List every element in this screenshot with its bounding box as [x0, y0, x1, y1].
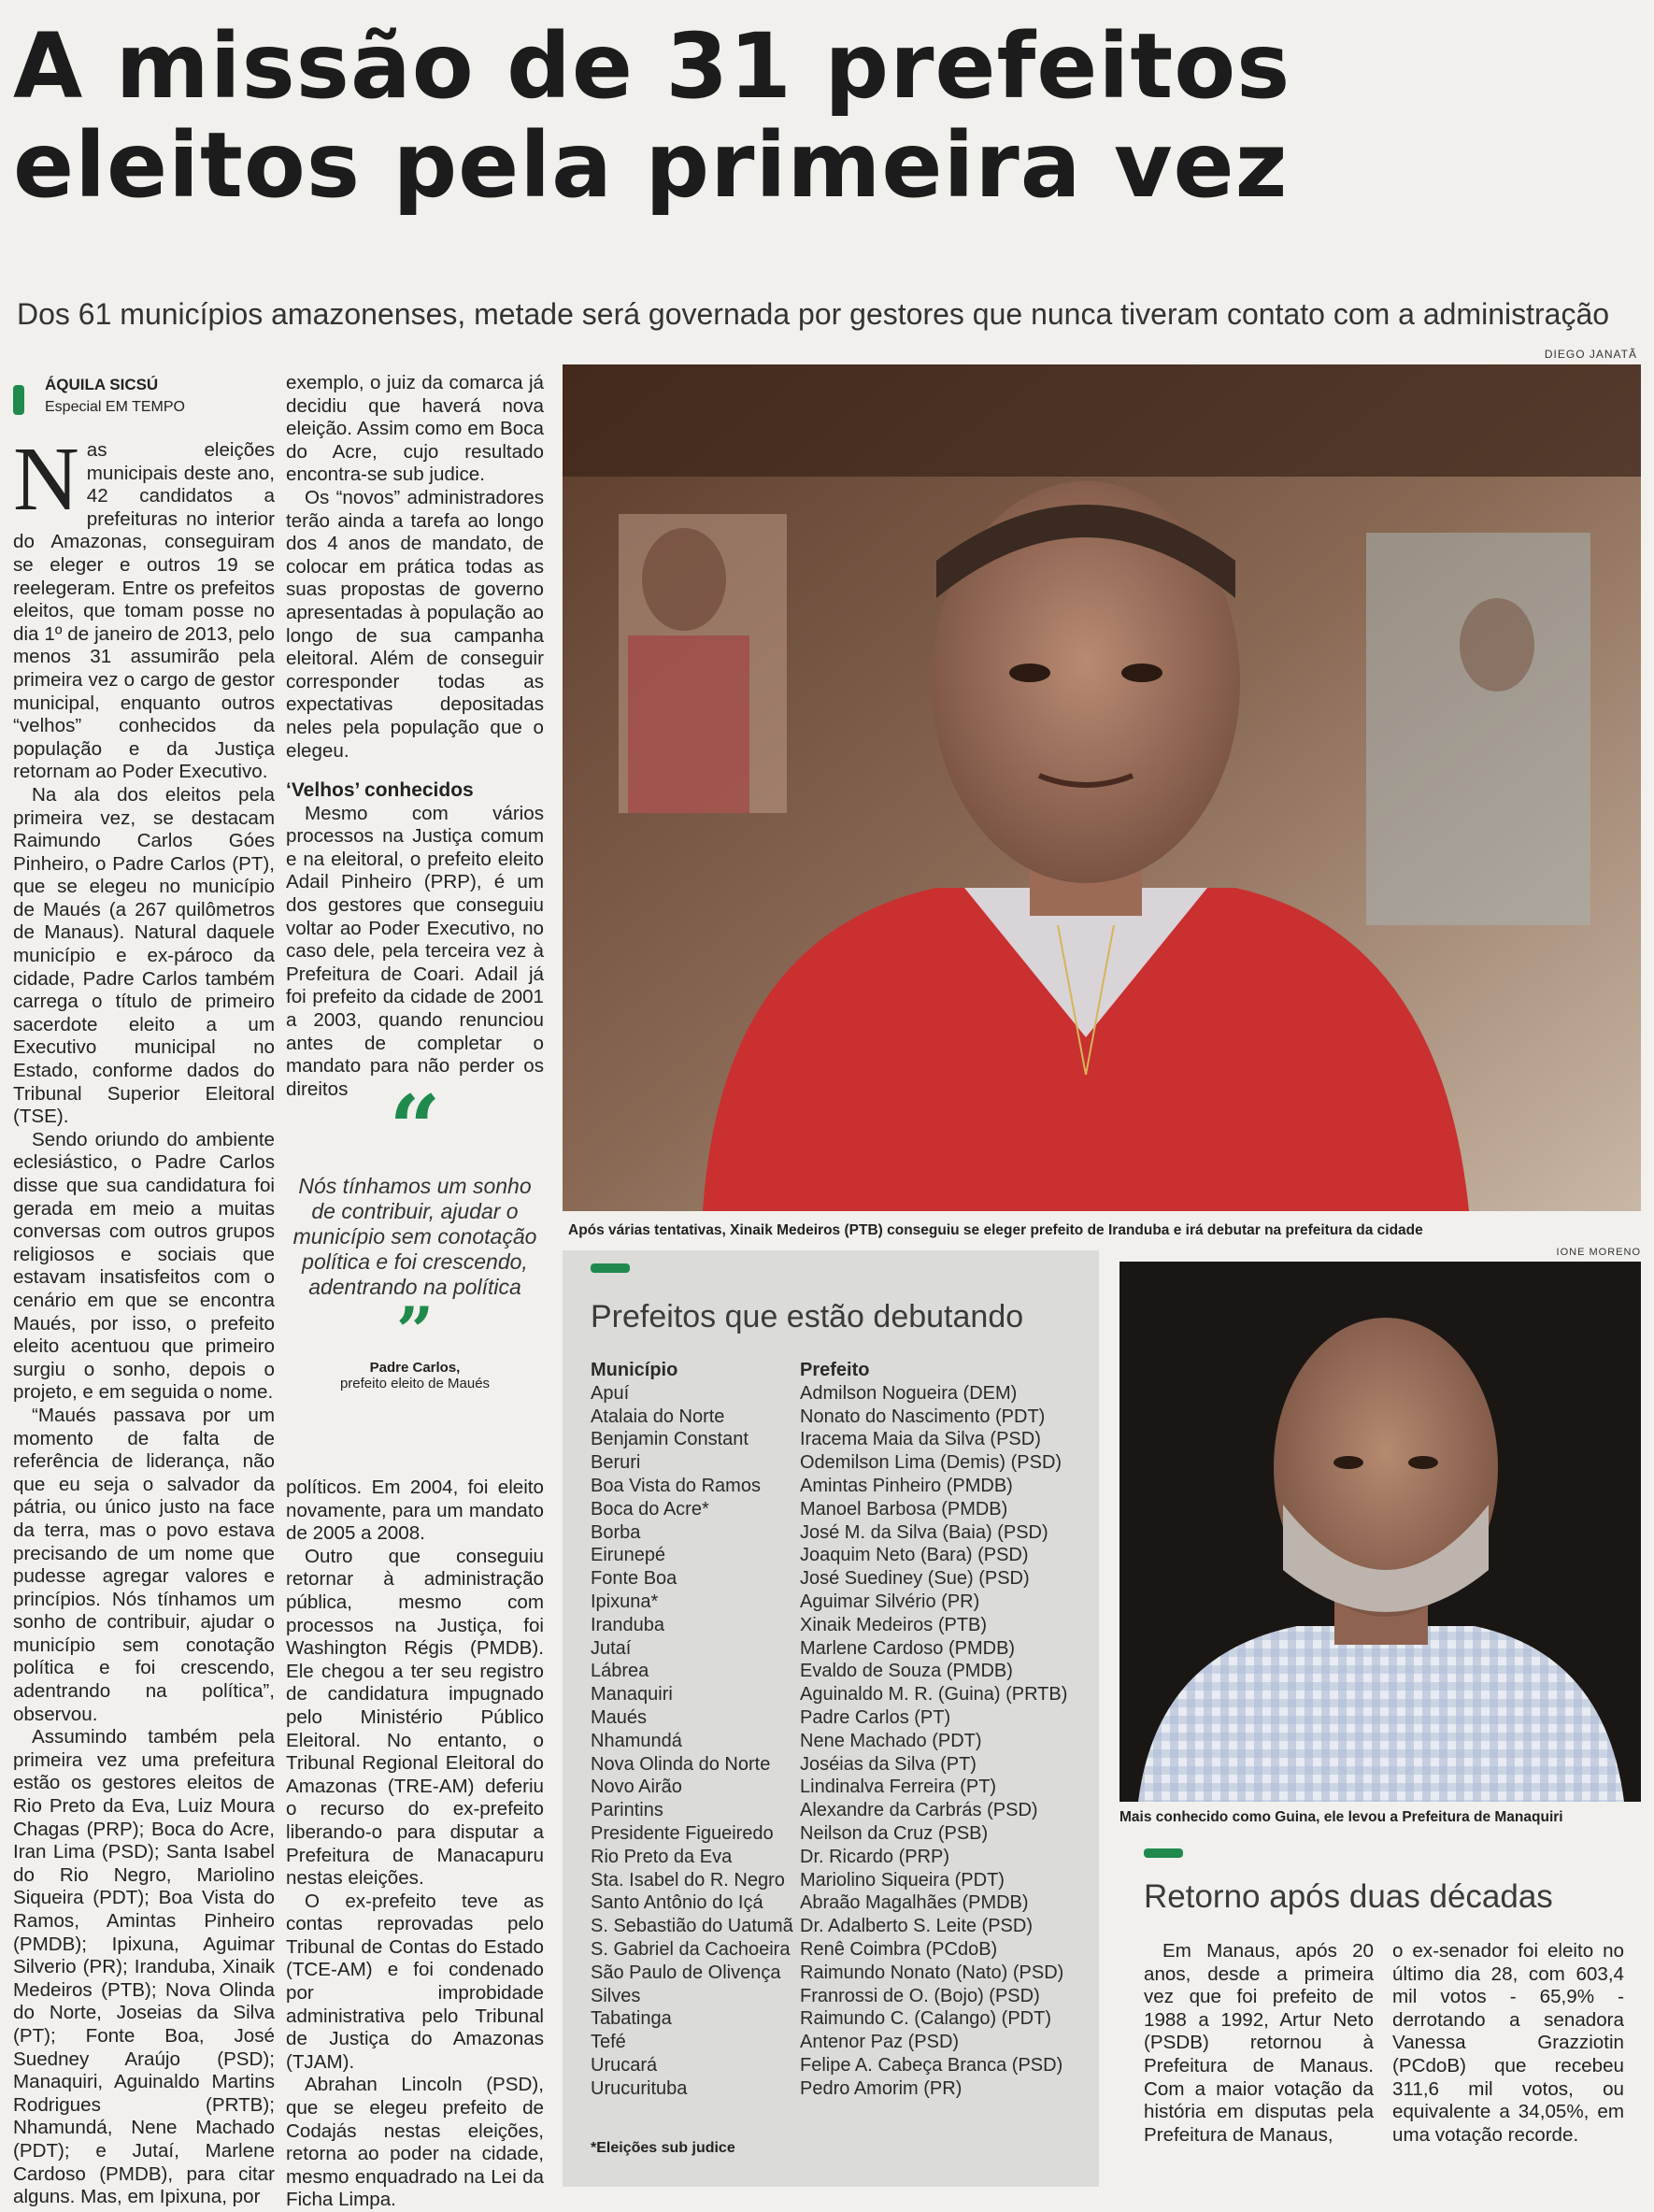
- table-cell-prefeito: Aguinaldo M. R. (Guina) (PRTB): [800, 1684, 1068, 1705]
- table-cell-prefeito: Neilson da Cruz (PSB): [800, 1822, 989, 1844]
- table-cell-prefeito: Admilson Nogueira (DEM): [800, 1382, 1018, 1404]
- table-cell-municipio: Tefé: [591, 2032, 626, 2053]
- table-cell-prefeito: Mariolino Siqueira (PDT): [800, 1869, 1005, 1891]
- byline-marker: [13, 385, 24, 415]
- table-header-municipio: Município: [591, 1360, 678, 1380]
- drop-cap: N: [13, 429, 79, 530]
- paragraph-tce: O ex-prefeito teve as contas reprovadas pelo Tribunal de Contas do Estado (TCE-AM) e foi condenado por improbidade administrativa pelo Tribunal de Justiça do Amazonas (TJAM).: [286, 1890, 544, 2073]
- table-cell-municipio: Nhamundá: [591, 1730, 682, 1751]
- table-cell-prefeito: Felipe A. Cabeça Branca (PSD): [800, 2054, 1063, 2076]
- box-footnote: *Eleições sub judice: [591, 2140, 735, 2156]
- table-cell-municipio: Rio Preto da Eva: [591, 1846, 733, 1867]
- table-municipio-column: [591, 1359, 793, 2101]
- table-cell-municipio: Urucurituba: [591, 2077, 688, 2099]
- paragraph-washington: Outro que conseguiu retornar à administração pública, mesmo com processos na Justiça, foi Washington Régis (PMDB). Ele chegou a ter seu registro de candidatura impugnado pelo Ministério Público Eleitoral. No entanto, o Tribunal Regional Eleitoral do Amazonas (TRE-AM) deferiu o recurso do ex-prefeito liberando-o para disputar a Prefeitura de Manacapuru nestas eleições.: [286, 1545, 544, 1890]
- quote-author: Padre Carlos,: [369, 1360, 461, 1376]
- table-cell-municipio: Manaquiri: [591, 1684, 673, 1705]
- table-cell-municipio: Presidente Figueiredo: [591, 1822, 774, 1844]
- table-cell-prefeito: Abraão Magalhães (PMDB): [800, 1892, 1029, 1914]
- table-cell-municipio: Atalaia do Norte: [591, 1406, 725, 1427]
- headline-line-1: A missão de 31 prefeitos: [13, 14, 1291, 119]
- table-cell-prefeito: José M. da Silva (Baia) (PSD): [800, 1521, 1048, 1543]
- headline: [13, 14, 1648, 218]
- table-cell-prefeito: Nonato do Nascimento (PDT): [800, 1406, 1046, 1427]
- retorno-paragraph-1: Em Manaus, após 20 anos, desde a primeira vez que foi prefeito de 1988 a 1992, Artur Neto (PSDB) retornou à Prefeitura de Manaus. Com a maior votação da história em disputas pela Prefeitura de Manaus,: [1144, 1940, 1374, 2146]
- table-cell-prefeito: Raimundo C. (Calango) (PDT): [800, 2008, 1051, 2030]
- table-cell-municipio: São Paulo de Olivença: [591, 1962, 781, 1983]
- byline-author: ÁQUILA SICSÚ: [45, 376, 159, 393]
- table-cell-prefeito: Pedro Amorim (PR): [800, 2077, 962, 2099]
- retorno-column-1: [1144, 1940, 1374, 2174]
- table-cell-municipio: Urucará: [591, 2054, 658, 2076]
- paragraph-abrahan: Abrahan Lincoln (PSD), que se elegeu prefeito de Codajás nestas eleições, retorna ao poder na cidade, mesmo enquadrado na Lei da Ficha Limpa.: [286, 2074, 544, 2211]
- table-cell-municipio: Benjamin Constant: [591, 1429, 749, 1450]
- section-subhead: ‘Velhos’ conhecidos: [286, 779, 474, 802]
- table-cell-prefeito: Joséias da Silva (PT): [800, 1753, 977, 1775]
- quote-text: Nós tínhamos um sonho de contribuir, ajudar o município sem conotação política e foi crescendo, adentrando na política: [292, 1174, 537, 1299]
- paragraph-1: Nas eleições municipais deste ano, 42 candidatos a prefeituras no interior do Amazonas, conseguiram se eleger e outros 19 se reelegeram. Entre os prefeitos eleitos, que tomam posse no dia 1º de janeiro de 2013, pelo menos 31 assumirão pela primeira vez o cargo de gestor municipal, enquanto outros “velhos” conhecidos da população e da Justiça retornam ao Poder Executivo.: [13, 429, 275, 783]
- retorno-title: Retorno após duas décadas: [1144, 1878, 1553, 1915]
- box-title: Prefeitos que estão debutando: [591, 1299, 1024, 1334]
- table-cell-prefeito: Raimundo Nonato (Nato) (PSD): [800, 1962, 1064, 1983]
- table-cell-municipio: S. Gabriel da Cachoeira: [591, 1938, 791, 1960]
- quote-open-mark: “: [389, 1076, 441, 1181]
- article-column-2-bottom: [286, 1477, 544, 2211]
- table-cell-prefeito: Evaldo de Souza (PMDB): [800, 1661, 1013, 1682]
- table-cell-municipio: Beruri: [591, 1452, 641, 1474]
- table-cell-prefeito: Franrossi de O. (Bojo) (PSD): [800, 1985, 1040, 2006]
- table-cell-municipio: Silves: [591, 1985, 641, 2006]
- paragraph-novos: Os “novos” administradores terão ainda a tarefa ao longo dos 4 anos de mandato, de colocar em prática todas as suas propostas de governo apresentadas à população ao longo de sua campanha eleitoral. Além de conseguir corresponder todas as expectativas depositadas neles pela população que o elegeu.: [286, 486, 544, 762]
- quote-close-mark: ”: [395, 1292, 435, 1370]
- table-cell-prefeito: Padre Carlos (PT): [800, 1706, 951, 1728]
- photo-caption-guina: Mais conhecido como Guina, ele levou a Prefeitura de Manaquiri: [1119, 1809, 1563, 1825]
- article-column-1: [13, 429, 275, 2208]
- retorno-paragraph-2: o ex-senador foi eleito no último dia 28, com 603,4 mil votos - 65,9% - derrotando a senadora Vanessa Grazziotin (PCdoB) que recebeu 311,6 mil votos, ou equivalente a 34,05%, em uma votação recorde.: [1392, 1940, 1624, 2146]
- table-cell-prefeito: Joaquim Neto (Bara) (PSD): [800, 1545, 1029, 1566]
- quote-author-role: prefeito eleito de Maués: [339, 1376, 491, 1391]
- table-cell-prefeito: Amintas Pinheiro (PMDB): [800, 1475, 1013, 1496]
- table-cell-municipio: Iranduba: [591, 1614, 664, 1635]
- photo-caption-main: Após várias tentativas, Xinaik Medeiros (PTB) conseguiu se eleger prefeito de Iranduba e irá debutar na prefeitura da cidade: [568, 1222, 1423, 1238]
- table-cell-municipio: Nova Olinda do Norte: [591, 1753, 771, 1775]
- table-prefeito-column: [800, 1359, 1090, 2101]
- table-cell-municipio: Lábrea: [591, 1661, 649, 1682]
- paragraph-adail: Mesmo com vários processos na Justiça comum e na eleitoral, o prefeito eleito Adail Pinheiro (PRP), é um dos gestores que conseguiu voltar ao Poder Executivo, no caso dele, pela terceira vez à Prefeitura de Coari. Adail já foi prefeito da cidade de 2001 a 2003, quando renunciou antes de completar o mandato para não perder os direitos: [286, 802, 544, 1100]
- table-cell-prefeito: Nene Machado (PDT): [800, 1730, 982, 1751]
- table-cell-prefeito: Dr. Ricardo (PRP): [800, 1846, 950, 1867]
- table-cell-municipio: Borba: [591, 1521, 641, 1543]
- table-cell-prefeito: Dr. Adalberto S. Leite (PSD): [800, 1916, 1034, 1937]
- table-cell-prefeito: Odemilson Lima (Demis) (PSD): [800, 1452, 1062, 1474]
- table-cell-municipio: Sta. Isabel do R. Negro: [591, 1869, 785, 1891]
- headline-line-2: eleitos pela primeira vez: [13, 113, 1289, 218]
- table-cell-prefeito: Aguimar Silvério (PR): [800, 1591, 980, 1612]
- table-cell-prefeito: Xinaik Medeiros (PTB): [800, 1614, 988, 1635]
- table-cell-municipio: Fonte Boa: [591, 1568, 677, 1590]
- pull-quote: [286, 1076, 544, 1465]
- byline-role: Especial EM TEMPO: [45, 399, 185, 415]
- table-header-prefeito: Prefeito: [800, 1360, 870, 1380]
- table-cell-municipio: Tabatinga: [591, 2008, 672, 2030]
- paragraph-4: “Maués passava por um momento de falta de referência de liderança, não que eu seja o salvador da pátria, ou único justo na face da terra, mas o povo estava precisando de um nome que pudesse agregar valores e princípios. Nós tínhamos um sonho de contribuir, ajudar o município sem conotação política e foi crescendo, adentrando na política”, observou.: [13, 1404, 275, 1725]
- table-cell-municipio: Apuí: [591, 1382, 630, 1404]
- table-cell-municipio: Ipixuna*: [591, 1591, 659, 1612]
- table-cell-municipio: S. Sebastião do Uatumã: [591, 1916, 793, 1937]
- table-cell-municipio: Boca do Acre*: [591, 1498, 709, 1520]
- subheadline: Dos 61 municípios amazonenses, metade será governada por gestores que nunca tiveram contato com a administração: [17, 297, 1610, 331]
- photo-xinaik-medeiros: [563, 364, 1641, 1211]
- table-cell-municipio: Eirunepé: [591, 1545, 666, 1566]
- table-cell-prefeito: Manoel Barbosa (PMDB): [800, 1498, 1008, 1520]
- table-cell-prefeito: Antenor Paz (PSD): [800, 2032, 960, 2053]
- table-cell-municipio: Parintins: [591, 1800, 663, 1821]
- table-cell-municipio: Boa Vista do Ramos: [591, 1475, 761, 1496]
- paragraph-2: Na ala dos eleitos pela primeira vez, se destacam Raimundo Carlos Góes Pinheiro, o Padre Carlos (PT), que se elegeu no município de Maués (a 267 quilômetros de Manaus). Natural daquele município e ex-pároco da cidade, Padre Carlos também carrega o título de primeiro sacerdote eleito a um Executivo municipal no Estado, conforme dados do Tribunal Superior Eleitoral (TSE).: [13, 783, 275, 1128]
- retorno-marker: [1144, 1848, 1183, 1858]
- table-cell-prefeito: Renê Coimbra (PCdoB): [800, 1938, 998, 1960]
- table-cell-municipio: Novo Airão: [591, 1777, 682, 1798]
- table-cell-municipio: Maués: [591, 1706, 648, 1728]
- photo-credit-top: DIEGO JANATÃ: [1544, 348, 1637, 361]
- table-cell-prefeito: Iracema Maia da Silva (PSD): [800, 1429, 1041, 1450]
- retorno-column-2: [1392, 1940, 1624, 2174]
- table-cell-prefeito: Lindinalva Ferreira (PT): [800, 1777, 997, 1798]
- table-cell-municipio: Santo Antônio do Içá: [591, 1892, 763, 1914]
- box-marker: [591, 1263, 630, 1273]
- paragraph-politicos: políticos. Em 2004, foi eleito novamente, para um mandato de 2005 a 2008.: [286, 1477, 544, 1545]
- table-cell-prefeito: Marlene Cardoso (PMDB): [800, 1637, 1016, 1659]
- photo-credit-guina: IONE MORENO: [1556, 1247, 1641, 1258]
- table-cell-prefeito: José Suediney (Sue) (PSD): [800, 1568, 1030, 1590]
- table-cell-prefeito: Alexandre da Carbrás (PSD): [800, 1800, 1038, 1821]
- paragraph-3: Sendo oriundo do ambiente eclesiástico, o Padre Carlos disse que sua candidatura foi gerada em meio a muitas conversas com outros grupos religiosos e sociais que estavam insatisfeitos com o cenário em que se encontra Maués, por isso, o prefeito eleito acentuou que primeiro surgiu o sonho, depois o projeto, e em seguida o nome.: [13, 1128, 275, 1404]
- table-cell-municipio: Jutaí: [591, 1637, 632, 1659]
- photo-guina: [1119, 1262, 1641, 1802]
- article-column-2-top: [286, 372, 544, 1120]
- paragraph-5: Assumindo também pela primeira vez uma prefeitura estão os gestores eleitos de Rio Preto da Eva, Luiz Moura Chagas (PRP); Boca do Acre, Iran Lima (PSD); Santa Isabel do Rio Negro, Mariolino Siqueira (PDT); Boa Vista do Ramos, Amintas Pinheiro (PMDB); Ipixuna, Aguimar Silverio (PR); Iranduba, Xinaik Medeiros (PTB); Nova Olinda do Norte, Joseias da Silva (PT); Fonte Boa, José Suedney Araújo (PSD); Manaquiri, Aguinaldo Martins Rodrigues (PRTB); Nhamundá, Nene Machado (PDT); e Jutaí, Marlene Cardoso (PMDB), para citar alguns. Mas, em Ipixuna, por: [13, 1726, 275, 2208]
- paragraph-continue: exemplo, o juiz da comarca já decidiu que haverá nova eleição. Assim como em Boca do Acre, cujo resultado encontra-se sub judice.: [286, 372, 544, 486]
